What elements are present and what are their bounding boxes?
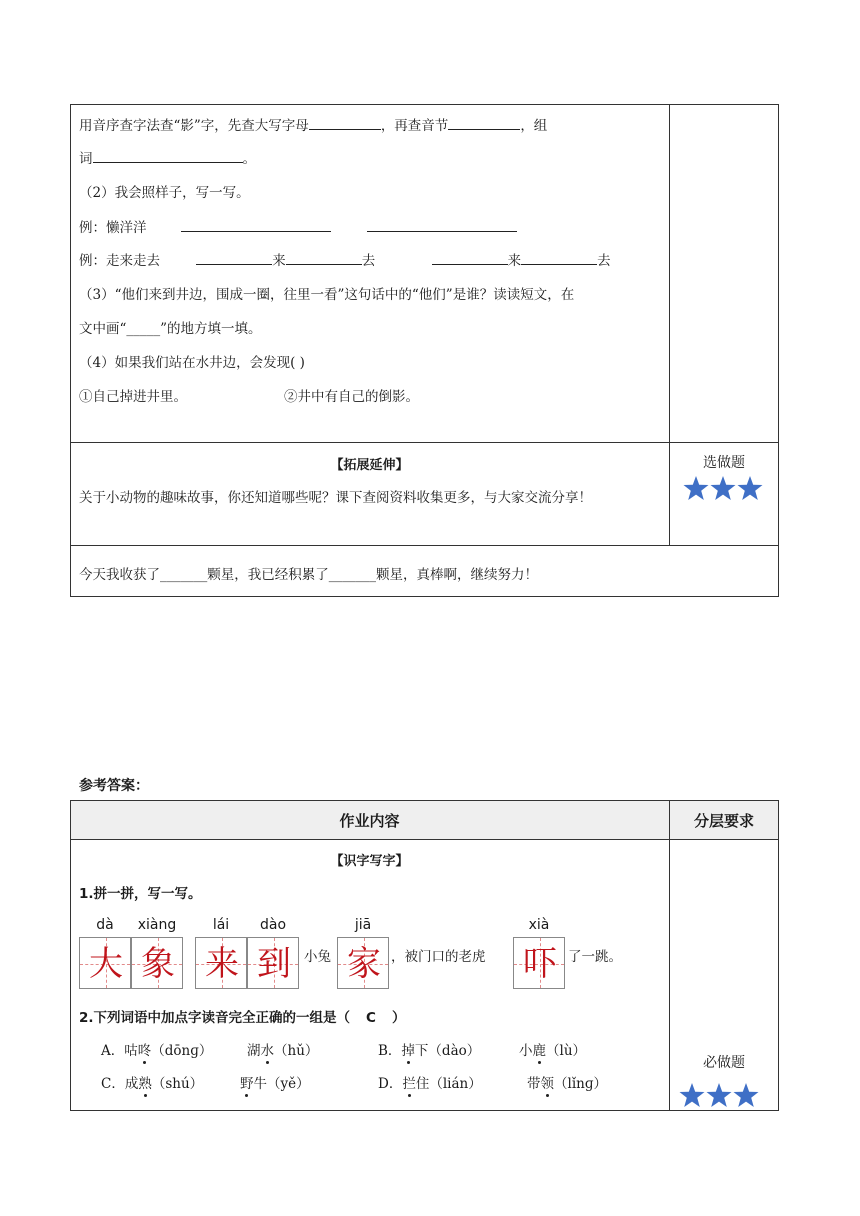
opt-d-dotted: 拦 (402, 1076, 416, 1092)
opt-b-rest: 下（dào） (414, 1043, 481, 1059)
lookup-question-line1 (79, 114, 547, 134)
opt-a-dotted: 咚 (137, 1043, 152, 1059)
option-a1 (101, 1039, 212, 1059)
sentence-part-c: 了一跳。 (568, 949, 622, 965)
upper-table-row-divider-2 (70, 545, 779, 546)
summary-text: 今天我收获了_______颗星，我已经积累了_______颗星，真棒啊，继续努力！ (79, 567, 538, 583)
char-lai: 来 (205, 944, 239, 984)
char-box-dao (247, 937, 299, 989)
option-2: ②井中有自己的倒影。 (284, 389, 419, 405)
blank-example-2b[interactable] (286, 251, 362, 265)
opt-d-rest: 住（lián） (415, 1076, 482, 1092)
opt-a-label: A．咕 (101, 1043, 138, 1059)
char-box-da (79, 937, 131, 989)
opt-b-label: B． (378, 1043, 402, 1059)
pinyin-da: dà (96, 917, 114, 933)
lookup-text-d: 词 (79, 151, 93, 167)
blank-capital-letter[interactable] (309, 116, 381, 130)
example-1-row (79, 216, 517, 236)
char-xiang: 象 (141, 944, 175, 984)
star-icon (734, 1083, 759, 1107)
sentence-part-a: 小兔 (304, 949, 331, 965)
opt-b2-char: 小 (519, 1043, 533, 1059)
blank-word[interactable] (93, 149, 243, 163)
star-icon (738, 476, 763, 500)
lai-char-2: 来 (507, 253, 522, 269)
opt-c-label: C．成 (101, 1076, 139, 1092)
pinyin-dao: dào (259, 917, 287, 933)
pinyin-xia: xià (528, 917, 550, 933)
example-2-label: 例：走来走去 (79, 253, 160, 269)
option-b2 (519, 1039, 586, 1059)
opt-c-dotted: 熟 (138, 1076, 152, 1092)
option-d2 (527, 1072, 607, 1092)
opt-a-pinyin: （dōnɡ） (151, 1043, 213, 1059)
opt-d2-pinyin: （lǐnɡ） (554, 1076, 607, 1092)
blank-example-2c[interactable] (432, 251, 508, 265)
extension-title: 【拓展延伸】 (330, 458, 409, 473)
opt-d-label: D． (378, 1076, 403, 1092)
option-c2 (240, 1072, 310, 1092)
char-box-xiang (131, 937, 183, 989)
option-c1 (101, 1072, 203, 1092)
star-icon (711, 476, 736, 500)
pinyin-xiang: xiàng (137, 917, 177, 933)
char-jia: 家 (347, 944, 381, 984)
extension-text: 关于小动物的趣味故事，你还知道哪些呢？课下查阅资料收集更多，与大家交流分享！ (79, 490, 592, 506)
answers-col-content-header: 作业内容 (339, 812, 400, 830)
opt-c2-dotted: 野 (240, 1076, 254, 1092)
qu-char-1: 去 (361, 253, 376, 269)
optional-stars (683, 475, 765, 503)
opt-d2-dotted: 领 (540, 1076, 554, 1092)
char-xia: 吓 (523, 944, 557, 984)
opt-a2-dotted: 水 (260, 1043, 274, 1059)
required-tag: 必做题 (703, 1055, 745, 1071)
blank-example-2a[interactable] (196, 251, 272, 265)
lookup-text-c: ，组 (520, 118, 548, 134)
lookup-text-b: ，再查音节 (380, 118, 449, 134)
blank-example-1a[interactable] (181, 218, 331, 232)
lookup-text-a: 用音序查字法查“影”字，先查大写字母 (79, 118, 309, 134)
option-b1 (378, 1039, 480, 1059)
char-box-lai (195, 937, 247, 989)
optional-tag: 选做题 (703, 455, 745, 471)
opt-a2-char: 湖 (247, 1043, 261, 1059)
opt-c-pinyin: （shú） (151, 1076, 204, 1092)
example-2-row (79, 249, 611, 269)
answers-heading: 参考答案： (79, 778, 149, 794)
opt-a2-pinyin: （hǔ） (274, 1043, 319, 1059)
opt-c2-rest: 牛（yě） (253, 1076, 310, 1092)
literacy-title: 【识字写字】 (330, 854, 409, 869)
example-1-label: 例：懒洋洋 (79, 220, 147, 236)
opt-b2-pinyin: （lù） (546, 1043, 587, 1059)
blank-syllable[interactable] (448, 116, 520, 130)
lookup-question-line2 (79, 147, 256, 167)
opt-d2-char: 带 (527, 1076, 541, 1092)
question-2: （2）我会照样子，写一写。 (79, 185, 250, 201)
upper-table-row-divider-1 (70, 442, 779, 443)
answers-col-level-header: 分层要求 (693, 812, 754, 830)
q2-answer: C (366, 1010, 376, 1026)
option-d1 (378, 1072, 482, 1092)
star-icon (707, 1083, 732, 1107)
blank-example-1b[interactable] (367, 218, 517, 232)
answer-q1: 1.拼一拼，写一写。 (79, 886, 202, 902)
option-1: ①自己掉进井里。 (79, 389, 187, 405)
upper-table-col-divider (669, 104, 670, 546)
lookup-text-e: 。 (242, 151, 256, 167)
char-dao: 到 (257, 944, 291, 984)
blank-example-2d[interactable] (521, 251, 597, 265)
char-da: 大 (89, 944, 123, 984)
opt-b-dotted: 掉 (401, 1043, 415, 1059)
char-box-xia (513, 937, 565, 989)
option-a2 (247, 1039, 318, 1059)
sentence-part-b: ，被门口的老虎 (391, 949, 486, 965)
question-4: （4）如果我们站在水井边，会发现( ) (79, 355, 305, 371)
star-icon (680, 1083, 705, 1107)
pinyin-jia: jiā (354, 917, 372, 933)
answer-q2 (79, 1006, 405, 1026)
star-icon (684, 476, 709, 500)
answers-header-divider (70, 839, 779, 840)
question-3-line1: （3）“他们来到井边，围成一圈，往里一看”这句话中的“他们”是谁？读读短文，在 (79, 287, 575, 303)
required-stars (679, 1082, 761, 1110)
qu-char-2: 去 (597, 253, 611, 269)
q2-text: 2.下列词语中加点字读音完全正确的一组是（ (79, 1010, 351, 1026)
char-box-jia (337, 937, 389, 989)
opt-b2-dotted: 鹿 (532, 1043, 546, 1059)
pinyin-lai: lái (212, 917, 230, 933)
lai-char-1: 来 (272, 253, 286, 269)
question-3-line2: 文中画“_____”的地方填一填。 (79, 321, 262, 337)
q2-close: ） (391, 1010, 406, 1026)
